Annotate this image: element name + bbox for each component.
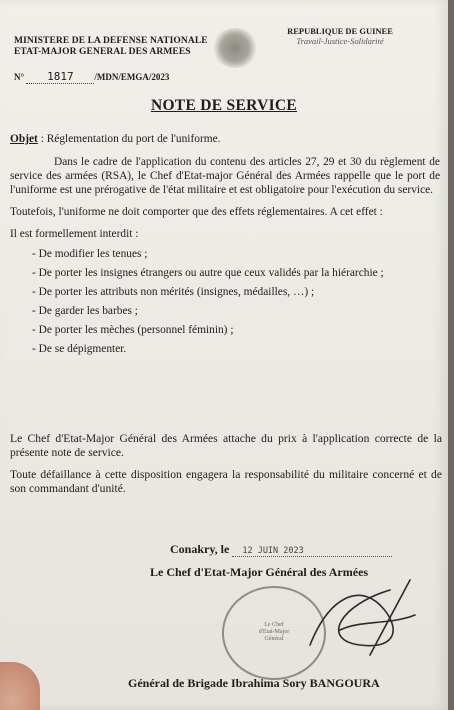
closing-paragraph-2: Toute défaillance à cette disposition engagera la responsabilité du militaire concerné et de son commandant d'unité. [10, 468, 442, 495]
list-item: - De porter les attributs non mérités (insignes, médailles, …) ; [32, 286, 315, 298]
closing-paragraph-1: Le Chef d'Etat-Major Général des Armées attache du prix à l'application correcte de la présente note de service. [10, 432, 442, 459]
republic-header [270, 26, 410, 46]
subject-line [10, 132, 440, 146]
list-item: - De porter les insignes étrangers ou autre que ceux validés par la hiérarchie ; [32, 267, 384, 279]
place-date-line [170, 542, 392, 557]
list-item: - De se dépigmenter. [32, 343, 127, 355]
ministry-line-2: ETAT-MAJOR GENERAL DES ARMEES [14, 47, 191, 57]
republic-motto: Travail-Justice-Solidarité [296, 36, 384, 46]
place-label: Conakry, le [170, 542, 230, 556]
list-item: - De garder les barbes ; [32, 305, 138, 317]
closing-section [10, 432, 442, 504]
republic-name: REPUBLIQUE DE GUINEE [287, 26, 393, 36]
list-item: - De porter les mèches (personnel féminin) ; [32, 324, 234, 336]
prohibition-list [10, 247, 440, 356]
ministry-line-1: MINISTERE DE LA DEFENSE NATIONALE [14, 36, 208, 46]
list-item: - De modifier les tenues ; [32, 248, 148, 260]
document-title: NOTE DE SERVICE [150, 97, 298, 114]
ref-number: 1817 [26, 70, 94, 84]
handwritten-signature [300, 575, 420, 665]
subject-label: Objet [10, 133, 38, 145]
document-body [10, 132, 440, 361]
toutefois-paragraph: Toutefois, l'uniforme ne doit comporter que des effets réglementaires. A cet effet : [10, 206, 383, 218]
ref-suffix: /MDN/EMGA/2023 [94, 72, 170, 82]
stamp-center-text: Le Chef d'Etat-Major Général [258, 622, 290, 642]
signer-name: Général de Brigade Ibrahima Sory BANGOURA [128, 676, 380, 690]
subject-text: : Réglementation du port de l'uniforme. [37, 133, 221, 145]
ministry-header [14, 36, 234, 58]
finger-in-frame [0, 662, 40, 710]
date-value: 12 JUIN 2023 [232, 546, 392, 557]
signatory-title: Le Chef d'Etat-Major Général des Armées [150, 565, 369, 579]
interdit-paragraph: Il est formellement interdit : [10, 228, 139, 240]
reference-number [14, 70, 169, 84]
ref-prefix: N° [14, 72, 25, 82]
national-emblem-icon [212, 28, 258, 68]
intro-paragraph: Dans le cadre de l'application du contenu des articles 27, 29 et 30 du règlement de service des armées (RSA), le Chef d'Etat-major Général des Armées rappelle que le port de l'uniforme est une prérogative de l'état militaire et est obligatoire pour l'exécution du service. [10, 156, 440, 196]
